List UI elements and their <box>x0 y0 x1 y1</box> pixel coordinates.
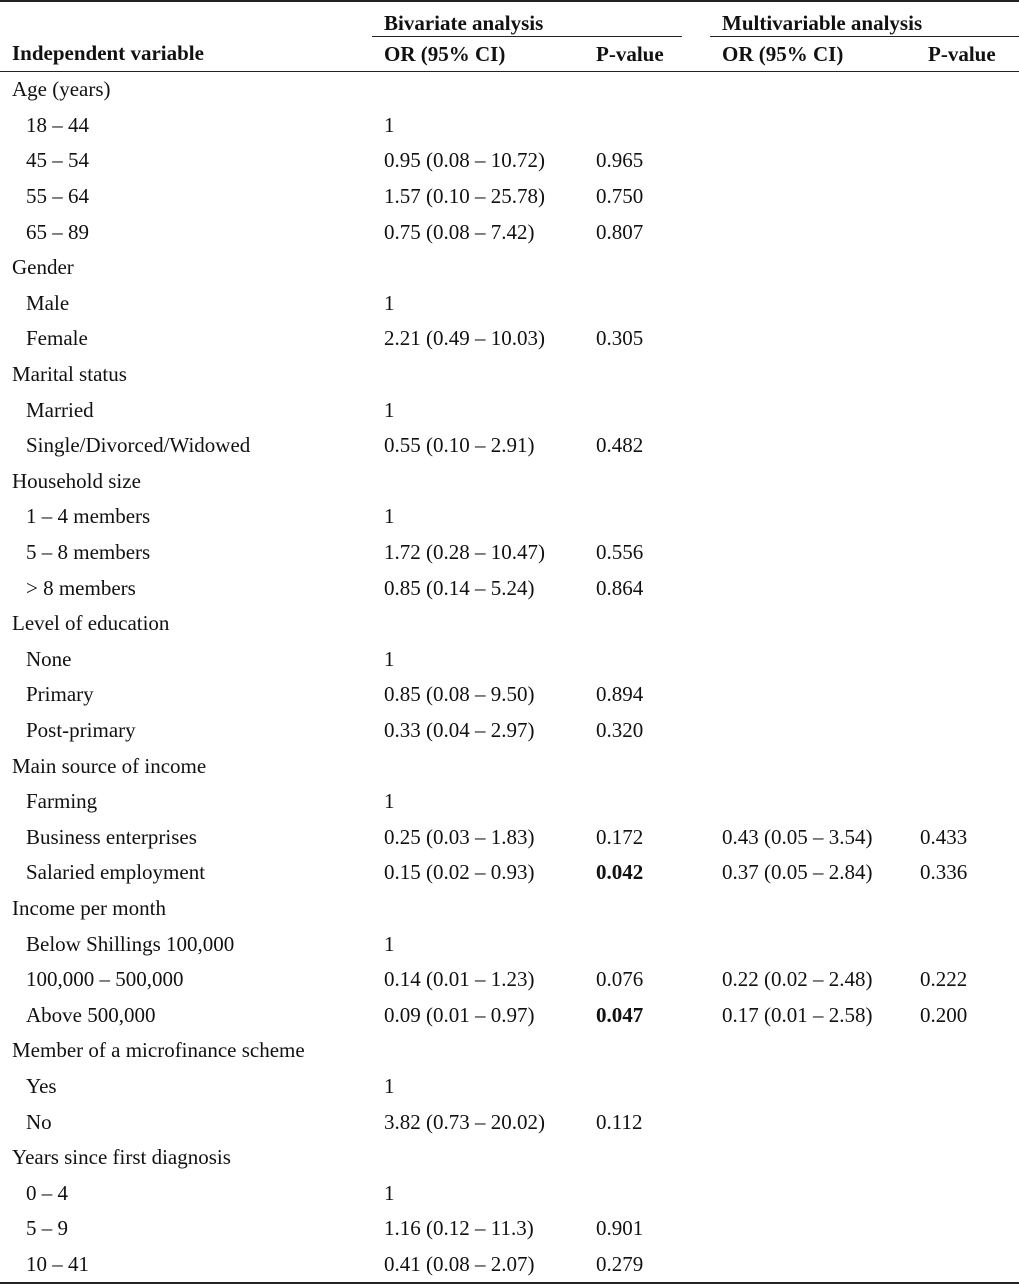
row-label: > 8 members <box>26 575 136 600</box>
bivariate-p-value <box>584 926 682 962</box>
column-gap <box>682 926 710 962</box>
bivariate-or-ci <box>372 250 584 286</box>
column-gap <box>682 570 710 606</box>
multivariable-p-value <box>916 535 1019 571</box>
column-gap <box>682 535 710 571</box>
multivariable-or-ci <box>710 713 916 749</box>
multivariable-or-ci <box>710 1033 916 1069</box>
multivariable-or-ci: 0.43 (0.05 – 3.54) <box>722 824 873 849</box>
multivariable-or-ci <box>710 570 916 606</box>
multivariable-p-value <box>916 464 1019 500</box>
multivariable-p-value <box>916 250 1019 286</box>
multivariable-or-ci <box>710 392 916 428</box>
bivariate-or-ci: 0.75 (0.08 – 7.42) <box>384 219 535 244</box>
bivariate-p-value <box>584 1175 682 1211</box>
header-independent-variable: Independent variable <box>0 37 372 72</box>
multivariable-p-value <box>916 1140 1019 1176</box>
column-gap <box>682 499 710 535</box>
multivariable-p-value <box>916 286 1019 322</box>
table-row <box>0 1140 1019 1176</box>
row-label: Age (years) <box>12 77 111 102</box>
row-label: 0 – 4 <box>26 1180 68 1205</box>
table-row <box>0 1247 1019 1284</box>
row-label: Single/Divorced/Widowed <box>26 433 251 458</box>
column-gap <box>682 143 710 179</box>
column-gap <box>682 250 710 286</box>
multivariable-or-ci <box>710 748 916 784</box>
row-label: Farming <box>26 789 98 814</box>
column-gap <box>682 784 710 820</box>
bivariate-or-ci <box>372 606 584 642</box>
bivariate-p-value: 0.047 <box>596 1002 644 1027</box>
column-gap <box>682 748 710 784</box>
row-label: Above 500,000 <box>26 1002 156 1027</box>
table-row <box>0 891 1019 927</box>
bivariate-or-ci <box>372 1140 584 1176</box>
table-row <box>0 250 1019 286</box>
row-label: 100,000 – 500,000 <box>26 967 184 992</box>
bivariate-p-value: 0.076 <box>596 967 644 992</box>
row-label: 10 – 41 <box>0 1247 372 1284</box>
bivariate-p-value <box>584 1069 682 1105</box>
multivariable-or-ci <box>710 535 916 571</box>
multivariable-or-ci <box>710 321 916 357</box>
row-label: 1 – 4 members <box>26 504 151 529</box>
multivariable-p-value <box>916 1104 1019 1140</box>
row-label: Below Shillings 100,000 <box>26 931 235 956</box>
multivariable-p-value <box>916 891 1019 927</box>
column-gap <box>682 179 710 215</box>
multivariable-p-value <box>916 1033 1019 1069</box>
row-label: Business enterprises <box>26 824 197 849</box>
column-gap <box>682 428 710 464</box>
column-gap <box>682 72 710 108</box>
bivariate-p-value: 0.807 <box>596 219 644 244</box>
bivariate-p-value: 0.750 <box>596 184 644 209</box>
table-row <box>0 926 1019 962</box>
table-row <box>0 570 1019 606</box>
multivariable-or-ci <box>710 250 916 286</box>
bivariate-p-value <box>584 642 682 678</box>
multivariable-or-ci <box>710 357 916 393</box>
bivariate-or-ci: 1 <box>384 1180 395 1205</box>
bivariate-p-value: 0.172 <box>596 824 644 849</box>
row-label: Male <box>26 290 70 315</box>
table-row <box>0 642 1019 678</box>
multivariable-p-value <box>916 499 1019 535</box>
table-row <box>0 677 1019 713</box>
bivariate-p-value: 0.901 <box>596 1216 644 1241</box>
bivariate-p-value <box>584 606 682 642</box>
row-label: Primary <box>26 682 94 707</box>
table-row <box>0 464 1019 500</box>
table-row <box>0 962 1019 998</box>
multivariable-p-value <box>916 428 1019 464</box>
bivariate-p-value <box>584 357 682 393</box>
table-row <box>0 1069 1019 1105</box>
column-gap <box>682 1175 710 1211</box>
bivariate-or-ci: 1 <box>384 646 395 671</box>
multivariable-p-value <box>916 642 1019 678</box>
bivariate-p-value <box>584 1140 682 1176</box>
bivariate-p-value <box>584 784 682 820</box>
table-row <box>0 179 1019 215</box>
bivariate-or-ci <box>372 357 584 393</box>
multivariable-p-value <box>916 713 1019 749</box>
multivariable-or-ci <box>710 891 916 927</box>
bivariate-p-value <box>584 499 682 535</box>
multivariable-or-ci: 0.22 (0.02 – 2.48) <box>722 967 873 992</box>
header-row-groups <box>0 1 1019 37</box>
multivariable-p-value <box>916 321 1019 357</box>
row-label: Marital status <box>12 362 127 387</box>
bivariate-p-value: 0.112 <box>596 1109 643 1134</box>
table-row <box>0 72 1019 108</box>
header-or-ci-multivariable: OR (95% CI) <box>710 37 916 72</box>
multivariable-p-value: 0.200 <box>920 1002 968 1027</box>
column-gap <box>682 1211 710 1247</box>
bivariate-or-ci: 3.82 (0.73 – 20.02) <box>384 1109 545 1134</box>
column-gap <box>682 286 710 322</box>
multivariable-or-ci <box>710 464 916 500</box>
bivariate-or-ci: 1.16 (0.12 – 11.3) <box>384 1216 534 1241</box>
table-row <box>0 286 1019 322</box>
multivariable-or-ci <box>710 72 916 108</box>
multivariable-p-value <box>916 357 1019 393</box>
header-gap <box>682 1 710 37</box>
multivariable-p-value <box>916 108 1019 144</box>
multivariable-or-ci <box>710 143 916 179</box>
row-label: Yes <box>26 1073 57 1098</box>
bivariate-p-value <box>584 392 682 428</box>
multivariable-p-value <box>916 1247 1019 1284</box>
row-label: 18 – 44 <box>26 112 89 137</box>
bivariate-or-ci <box>372 1033 584 1069</box>
row-label: Income per month <box>12 895 166 920</box>
header-multivariable: Multivariable analysis <box>710 1 1019 37</box>
table-row <box>0 784 1019 820</box>
table-row <box>0 1175 1019 1211</box>
bivariate-or-ci: 1 <box>384 112 395 137</box>
column-gap <box>682 357 710 393</box>
row-label: Post-primary <box>26 717 136 742</box>
bivariate-or-ci <box>372 464 584 500</box>
column-gap <box>682 606 710 642</box>
table-row <box>0 855 1019 891</box>
multivariable-or-ci <box>710 926 916 962</box>
bivariate-p-value: 0.556 <box>596 540 644 565</box>
header-bivariate: Bivariate analysis <box>372 1 682 37</box>
multivariable-or-ci <box>710 784 916 820</box>
table-row <box>0 428 1019 464</box>
multivariable-p-value: 0.433 <box>920 824 968 849</box>
header-spacer <box>0 1 372 37</box>
bivariate-or-ci: 1 <box>384 1073 395 1098</box>
bivariate-or-ci: 0.85 (0.08 – 9.50) <box>384 682 535 707</box>
multivariable-p-value: 0.222 <box>920 967 968 992</box>
table-row <box>0 1033 1019 1069</box>
multivariable-or-ci <box>710 179 916 215</box>
column-gap <box>682 962 710 998</box>
multivariable-p-value <box>916 570 1019 606</box>
multivariable-or-ci <box>710 1175 916 1211</box>
column-gap <box>682 997 710 1033</box>
multivariable-p-value <box>916 606 1019 642</box>
multivariable-p-value <box>916 143 1019 179</box>
bivariate-or-ci: 0.33 (0.04 – 2.97) <box>384 717 535 742</box>
column-gap <box>682 1069 710 1105</box>
row-label: Salaried employment <box>26 860 206 885</box>
multivariable-or-ci <box>710 286 916 322</box>
multivariable-or-ci <box>710 642 916 678</box>
bivariate-p-value: 0.482 <box>596 433 644 458</box>
table-row <box>0 392 1019 428</box>
header-or-ci-bivariate: OR (95% CI) <box>372 37 584 72</box>
bivariate-or-ci: 2.21 (0.49 – 10.03) <box>384 326 545 351</box>
column-gap <box>682 677 710 713</box>
bivariate-p-value <box>584 891 682 927</box>
multivariable-p-value <box>916 1211 1019 1247</box>
bivariate-p-value: 0.279 <box>584 1247 682 1284</box>
bivariate-or-ci: 1 <box>384 504 395 529</box>
multivariable-or-ci <box>710 428 916 464</box>
row-label: Household size <box>12 468 141 493</box>
bivariate-p-value <box>584 464 682 500</box>
table-row <box>0 606 1019 642</box>
multivariable-or-ci: 0.37 (0.05 – 2.84) <box>722 860 873 885</box>
column-gap <box>682 819 710 855</box>
bivariate-or-ci: 1.72 (0.28 – 10.47) <box>384 540 545 565</box>
column-gap <box>682 1104 710 1140</box>
bivariate-or-ci: 0.41 (0.08 – 2.07) <box>372 1247 584 1284</box>
table-row <box>0 997 1019 1033</box>
column-gap <box>682 855 710 891</box>
row-label: Main source of income <box>12 753 207 778</box>
row-label: Years since first diagnosis <box>12 1145 231 1170</box>
column-gap <box>682 392 710 428</box>
column-gap <box>682 214 710 250</box>
bivariate-p-value <box>584 250 682 286</box>
bivariate-p-value: 0.965 <box>596 148 644 173</box>
column-gap <box>682 108 710 144</box>
bivariate-or-ci <box>372 748 584 784</box>
table-row <box>0 499 1019 535</box>
multivariable-p-value <box>916 72 1019 108</box>
bivariate-p-value <box>584 748 682 784</box>
row-label: 55 – 64 <box>26 184 89 209</box>
table-row <box>0 713 1019 749</box>
bivariate-or-ci: 0.55 (0.10 – 2.91) <box>384 433 535 458</box>
bivariate-p-value: 0.305 <box>596 326 644 351</box>
row-label: 45 – 54 <box>26 148 89 173</box>
multivariable-or-ci <box>710 1140 916 1176</box>
multivariable-p-value <box>916 784 1019 820</box>
bivariate-or-ci: 1 <box>384 789 395 814</box>
table-row <box>0 108 1019 144</box>
row-label: 5 – 9 <box>26 1216 68 1241</box>
row-label: 5 – 8 members <box>26 540 151 565</box>
multivariable-or-ci <box>710 499 916 535</box>
multivariable-or-ci <box>710 108 916 144</box>
table-row <box>0 1211 1019 1247</box>
multivariable-or-ci <box>710 606 916 642</box>
table-row <box>0 321 1019 357</box>
bivariate-p-value <box>584 286 682 322</box>
multivariable-p-value <box>916 677 1019 713</box>
table-row <box>0 748 1019 784</box>
row-label: None <box>26 646 72 671</box>
bivariate-or-ci: 0.85 (0.14 – 5.24) <box>384 575 535 600</box>
row-label: Member of a microfinance scheme <box>12 1038 305 1063</box>
multivariable-or-ci <box>710 677 916 713</box>
bivariate-or-ci: 0.25 (0.03 – 1.83) <box>384 824 535 849</box>
bivariate-p-value <box>584 1033 682 1069</box>
table-row <box>0 214 1019 250</box>
bivariate-p-value: 0.864 <box>596 575 644 600</box>
multivariable-or-ci <box>710 1069 916 1105</box>
bivariate-or-ci: 1 <box>384 931 395 956</box>
header-p-value-bivariate: P-value <box>584 37 682 72</box>
bivariate-p-value <box>584 72 682 108</box>
bivariate-p-value: 0.320 <box>596 717 644 742</box>
row-label: Level of education <box>12 611 170 636</box>
header-row-columns <box>0 37 1019 72</box>
bivariate-or-ci: 1 <box>384 290 395 315</box>
multivariable-or-ci: 0.17 (0.01 – 2.58) <box>722 1002 873 1027</box>
bivariate-or-ci <box>372 72 584 108</box>
row-label: Married <box>26 397 94 422</box>
bivariate-p-value: 0.894 <box>596 682 644 707</box>
multivariable-or-ci <box>710 1247 916 1284</box>
column-gap <box>682 1033 710 1069</box>
bivariate-or-ci: 1.57 (0.10 – 25.78) <box>384 184 545 209</box>
row-label: 65 – 89 <box>26 219 89 244</box>
multivariable-p-value <box>916 748 1019 784</box>
table-body <box>0 72 1019 1284</box>
table-row <box>0 535 1019 571</box>
header-gap <box>682 37 710 72</box>
table-row <box>0 819 1019 855</box>
table-row <box>0 1104 1019 1140</box>
bivariate-or-ci: 0.09 (0.01 – 0.97) <box>384 1002 535 1027</box>
column-gap <box>682 642 710 678</box>
table-row <box>0 143 1019 179</box>
bivariate-or-ci: 0.95 (0.08 – 10.72) <box>384 148 545 173</box>
column-gap <box>682 464 710 500</box>
multivariable-or-ci <box>710 1104 916 1140</box>
bivariate-p-value: 0.042 <box>596 860 644 885</box>
table-row <box>0 357 1019 393</box>
multivariable-p-value: 0.336 <box>920 860 968 885</box>
column-gap <box>682 321 710 357</box>
bivariate-or-ci <box>372 891 584 927</box>
bivariate-p-value <box>584 108 682 144</box>
multivariable-or-ci <box>710 214 916 250</box>
bivariate-or-ci: 1 <box>384 397 395 422</box>
multivariable-p-value <box>916 214 1019 250</box>
column-gap <box>682 1247 710 1284</box>
multivariable-p-value <box>916 392 1019 428</box>
row-label: Female <box>26 326 88 351</box>
row-label: No <box>26 1109 52 1134</box>
multivariable-p-value <box>916 1069 1019 1105</box>
header-p-value-multivariable: P-value <box>916 37 1019 72</box>
bivariate-or-ci: 0.14 (0.01 – 1.23) <box>384 967 535 992</box>
bivariate-or-ci: 0.15 (0.02 – 0.93) <box>384 860 535 885</box>
column-gap <box>682 1140 710 1176</box>
column-gap <box>682 891 710 927</box>
column-gap <box>682 713 710 749</box>
multivariable-p-value <box>916 926 1019 962</box>
row-label: Gender <box>12 255 74 280</box>
multivariable-p-value <box>916 179 1019 215</box>
multivariable-p-value <box>916 1175 1019 1211</box>
multivariable-or-ci <box>710 1211 916 1247</box>
